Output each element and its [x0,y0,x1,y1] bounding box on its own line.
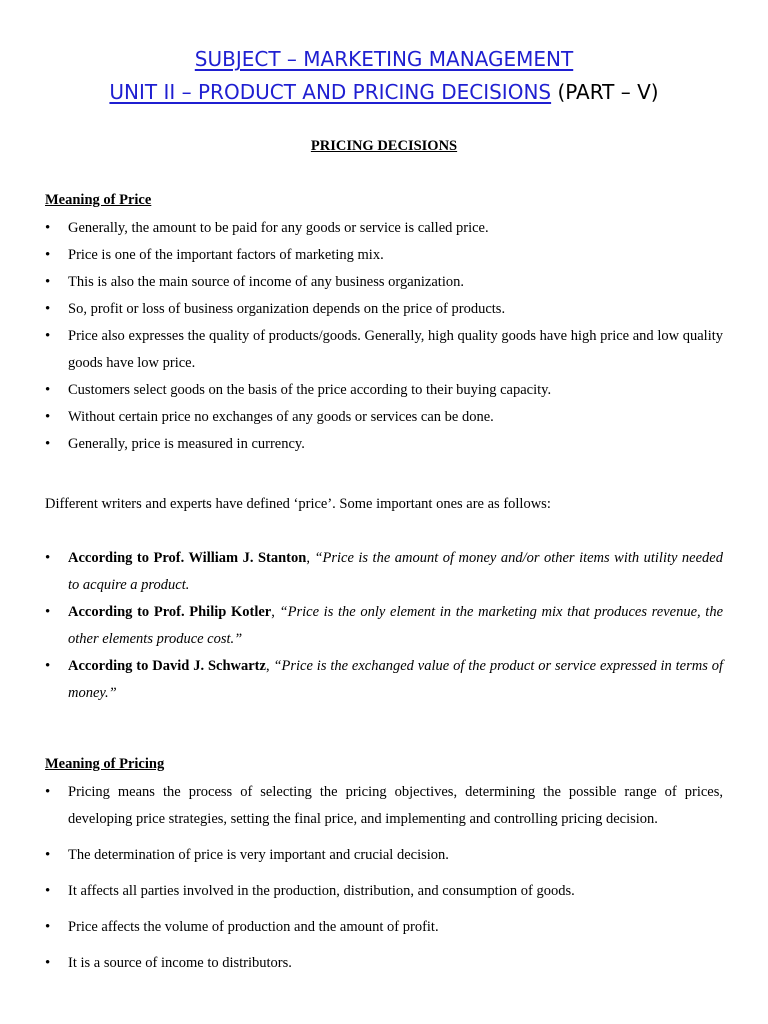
meaning-of-price-list [45,215,723,458]
definition-item: • According to Prof. Philip Kotler, “Price is the only element in the marketing mix that produces revenue, the other elements produce cost.” [45,599,723,653]
definition-author: According to Prof. Philip Kotler [68,604,272,620]
list-item: • Price also expresses the quality of products/goods. Generally, high quality goods have high price and low quality goods have low price. [45,323,723,377]
section-title: PRICING DECISIONS [310,138,458,154]
meaning-of-price-heading: Meaning of Price [45,192,152,208]
definition-quote: “Price is the exchanged value of the product or service expressed in terms of money.” [68,658,723,701]
meaning-of-pricing-heading: Meaning of Pricing [45,756,165,772]
list-item: • Price is one of the important factors of marketing mix. [45,242,723,269]
meaning-of-pricing-list [45,779,723,986]
definitions-list [45,545,723,707]
list-item: • So, profit or loss of business organization depends on the price of products. [45,296,723,323]
list-item: • Generally, price is measured in currency. [45,431,723,458]
unit-header [0,77,768,107]
list-item: • This is also the main source of income of any business organization. [45,269,723,296]
list-item: • Price affects the volume of production and the amount of profit. [45,914,723,941]
definitions-intro: Different writers and experts have defined ‘price’. Some important ones are as follows: [45,496,551,512]
list-item: • It is a source of income to distributors. [45,950,723,977]
unit-title: UNIT II – PRODUCT AND PRICING DECISIONS [109,80,552,104]
definition-author: According to David J. Schwartz [68,658,266,674]
definition-item: • According to Prof. William J. Stanton, “Price is the amount of money and/or other items with utility needed to acquire a product. [45,545,723,599]
list-item: • It affects all parties involved in the production, distribution, and consumption of goods. [45,878,723,905]
definition-item: • According to David J. Schwartz, “Price is the exchanged value of the product or service expressed in terms of money.” [45,653,723,707]
definition-quote: “Price is the only element in the marketing mix that produces revenue, the other elements produce cost.” [68,604,724,647]
subject-title: SUBJECT – MARKETING MANAGEMENT [194,47,574,71]
list-item: • The determination of price is very important and crucial decision. [45,842,723,869]
list-item: • Without certain price no exchanges of any goods or services can be done. [45,404,723,431]
unit-part: (PART – V) [551,80,659,104]
list-item: • Pricing means the process of selecting the pricing objectives, determining the possible range of prices, developing price strategies, setting the final price, and implementing and controlling pricing decision. [45,779,723,833]
definition-quote: “Price is the amount of money and/or other items with utility needed to acquire a product. [68,550,723,593]
subject-header [0,44,768,74]
definition-author: According to Prof. William J. Stanton [68,550,307,566]
list-item: • Generally, the amount to be paid for any goods or service is called price. [45,215,723,242]
list-item: • Customers select goods on the basis of the price according to their buying capacity. [45,377,723,404]
